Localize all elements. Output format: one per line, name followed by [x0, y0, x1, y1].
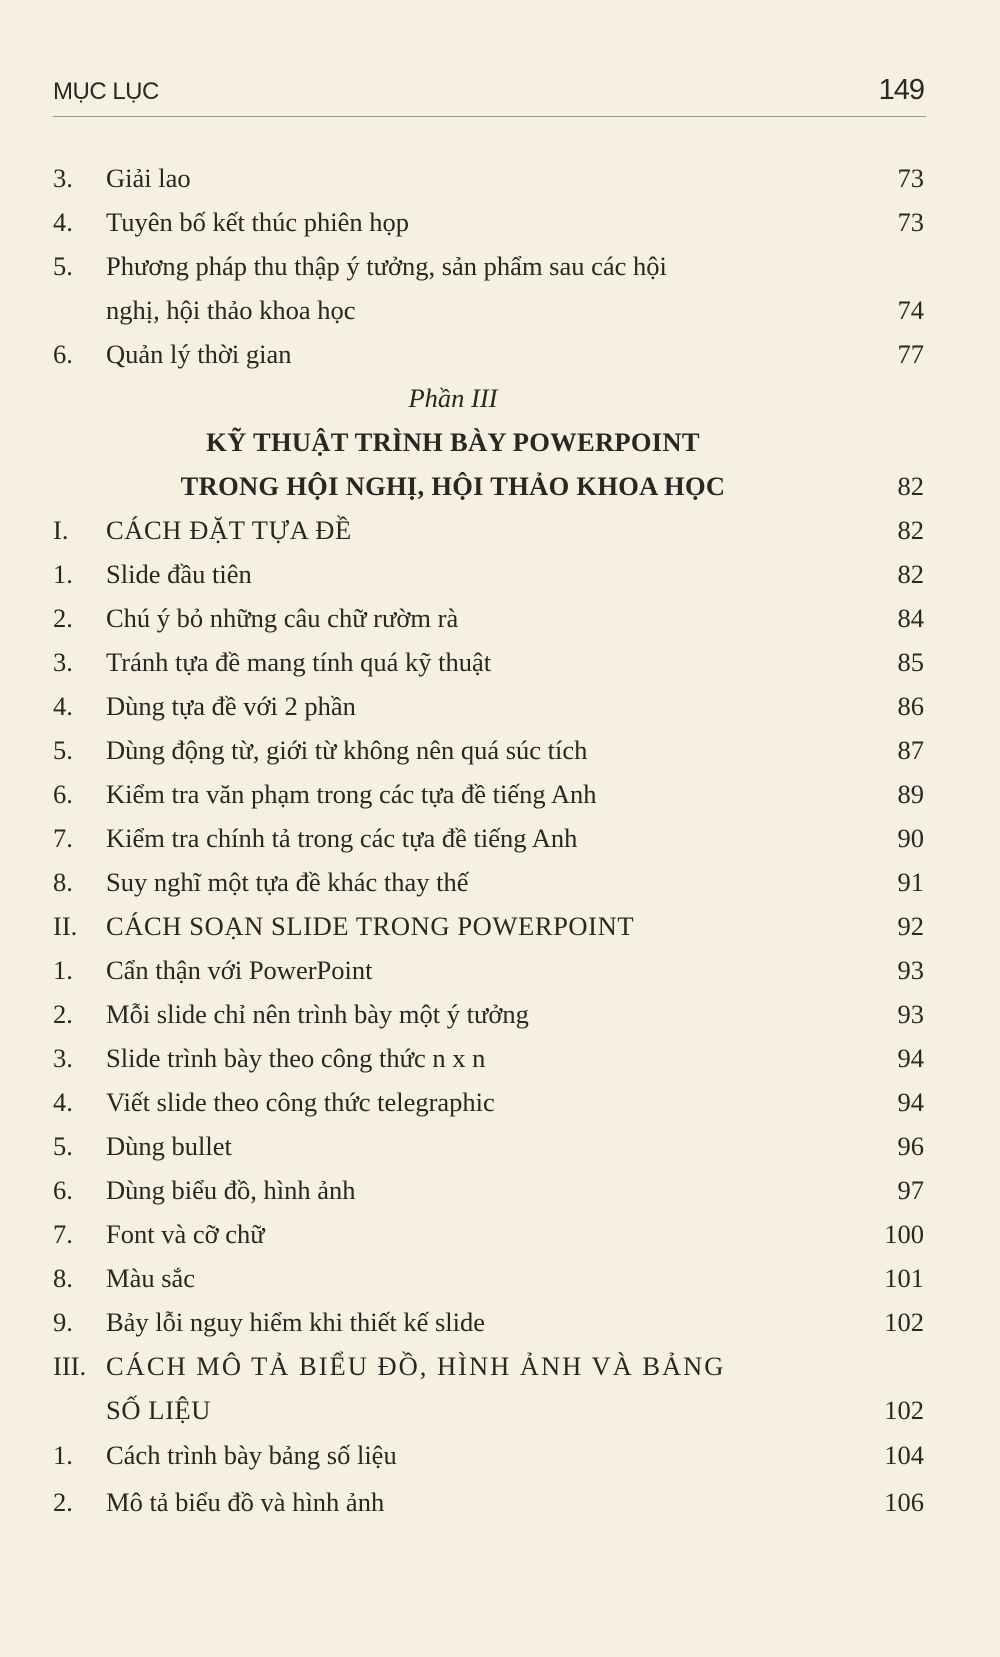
toc-entry	[53, 596, 924, 640]
entry-title: Slide trình bày theo công thức n x n	[106, 1043, 486, 1073]
entry-page: 92	[897, 911, 924, 941]
toc-entry	[53, 1080, 924, 1124]
entry-number: 5.	[53, 735, 73, 765]
toc-entry	[53, 1212, 924, 1256]
entry-number: 6.	[53, 339, 73, 369]
entry-title: Kiểm tra văn phạm trong các tựa đề tiếng Anh	[106, 779, 597, 809]
toc-entry	[53, 992, 924, 1036]
entry-page: 77	[897, 339, 924, 369]
entry-title: Phương pháp thu thập ý tưởng, sản phẩm sau các hội	[106, 251, 667, 281]
entry-number: 4.	[53, 1087, 73, 1117]
entry-page: 101	[884, 1263, 924, 1293]
toc-entry	[53, 1256, 924, 1300]
toc-entry	[53, 376, 924, 420]
entry-page: 86	[897, 691, 924, 721]
entry-page: 97	[897, 1175, 924, 1205]
entry-title: Slide đầu tiên	[106, 559, 252, 589]
header-section-title: MỤC LỤC	[53, 78, 159, 105]
header-page-number: 149	[878, 74, 924, 106]
entry-title: Kiểm tra chính tả trong các tựa đề tiếng Anh	[106, 823, 578, 853]
entry-title: nghị, hội thảo khoa học	[106, 295, 356, 325]
toc-entry	[53, 1300, 924, 1344]
entry-title: Dùng biểu đồ, hình ảnh	[106, 1175, 356, 1205]
entry-title: Bảy lỗi nguy hiểm khi thiết kế slide	[106, 1307, 486, 1337]
entry-number: 1.	[53, 1440, 73, 1470]
entry-page: 73	[897, 163, 924, 193]
toc-entry	[53, 728, 924, 772]
entry-number: 3.	[53, 163, 73, 193]
entry-title: Cách trình bày bảng số liệu	[106, 1440, 397, 1470]
entry-number: I.	[53, 515, 69, 545]
entry-page: 94	[897, 1087, 924, 1117]
entry-title: Dùng tựa đề với 2 phần	[106, 691, 356, 721]
entry-title: Màu sắc	[106, 1263, 196, 1293]
entry-title: Cẩn thận với PowerPoint	[106, 955, 373, 985]
entry-title: Mỗi slide chỉ nên trình bày một ý tưởng	[106, 999, 529, 1029]
entry-number: 6.	[53, 779, 73, 809]
toc-entry	[53, 1168, 924, 1212]
running-header	[53, 74, 924, 114]
entry-page: 73	[897, 207, 924, 237]
entry-number: 1.	[53, 955, 73, 985]
toc-entry	[53, 156, 924, 200]
toc-entry	[53, 508, 924, 552]
toc-entry	[53, 1124, 924, 1168]
toc-entry	[53, 1388, 924, 1432]
entry-page: 82	[897, 471, 924, 501]
toc-entry	[53, 420, 924, 464]
entry-page: 102	[884, 1395, 924, 1425]
toc-entry	[53, 244, 924, 288]
toc-entry	[53, 640, 924, 684]
entry-title: CÁCH MÔ TẢ BIỂU ĐỒ, HÌNH ẢNH VÀ BẢNG	[106, 1351, 726, 1381]
toc-entry	[53, 1344, 924, 1388]
entry-page: 91	[897, 867, 924, 897]
toc-entry	[53, 1432, 924, 1479]
entry-number: 4.	[53, 207, 73, 237]
entry-title: Dùng bullet	[106, 1131, 232, 1161]
table-of-contents	[53, 156, 924, 1526]
entry-title: CÁCH SOẠN SLIDE TRONG POWERPOINT	[106, 911, 635, 941]
header-rule	[53, 116, 926, 117]
entry-number: 6.	[53, 1175, 73, 1205]
entry-title: Tuyên bố kết thúc phiên họp	[106, 207, 410, 237]
entry-page: 87	[897, 735, 924, 765]
entry-title: Quản lý thời gian	[106, 339, 292, 369]
toc-entry	[53, 552, 924, 596]
entry-number: 7.	[53, 1219, 73, 1249]
toc-entry	[53, 332, 924, 376]
entry-number: 2.	[53, 1487, 73, 1517]
toc-entry	[53, 816, 924, 860]
toc-entry	[53, 860, 924, 904]
entry-page: 84	[897, 603, 924, 633]
entry-title: CÁCH ĐẶT TỰA ĐỀ	[106, 515, 352, 545]
entry-title: Phần III	[408, 383, 498, 413]
entry-title: Font và cỡ chữ	[106, 1219, 265, 1249]
toc-entry	[53, 200, 924, 244]
entry-title: Tránh tựa đề mang tính quá kỹ thuật	[106, 647, 492, 677]
entry-title: Dùng động từ, giới từ không nên quá súc tích	[106, 735, 588, 765]
toc-entry	[53, 772, 924, 816]
entry-page: 93	[897, 999, 924, 1029]
entry-page: 106	[884, 1487, 924, 1517]
entry-page: 94	[897, 1043, 924, 1073]
toc-entry	[53, 684, 924, 728]
entry-number: 8.	[53, 867, 73, 897]
entry-page: 89	[897, 779, 924, 809]
entry-number: 4.	[53, 691, 73, 721]
entry-number: 1.	[53, 559, 73, 589]
entry-title: TRONG HỘI NGHỊ, HỘI THẢO KHOA HỌC	[180, 471, 726, 501]
entry-number: 2.	[53, 999, 73, 1029]
entry-title: Chú ý bỏ những câu chữ rườm rà	[106, 603, 459, 633]
entry-title: SỐ LIỆU	[106, 1395, 212, 1425]
entry-page: 96	[897, 1131, 924, 1161]
entry-number: II.	[53, 911, 78, 941]
toc-entry	[53, 904, 924, 948]
entry-page: 82	[897, 515, 924, 545]
entry-page: 90	[897, 823, 924, 853]
entry-page: 93	[897, 955, 924, 985]
entry-page: 102	[884, 1307, 924, 1337]
entry-number: 2.	[53, 603, 73, 633]
entry-number: III.	[53, 1351, 87, 1381]
entry-number: 7.	[53, 823, 73, 853]
toc-entry	[53, 948, 924, 992]
toc-entry	[53, 1036, 924, 1080]
toc-entry	[53, 464, 924, 508]
entry-title: Suy nghĩ một tựa đề khác thay thế	[106, 867, 469, 897]
toc-entry	[53, 1479, 924, 1526]
entry-title: KỸ THUẬT TRÌNH BÀY POWERPOINT	[206, 427, 700, 457]
entry-page: 82	[897, 559, 924, 589]
entry-number: 3.	[53, 1043, 73, 1073]
entry-number: 3.	[53, 647, 73, 677]
entry-page: 104	[884, 1440, 924, 1470]
toc-entry	[53, 288, 924, 332]
entry-title: Giải lao	[106, 163, 191, 193]
entry-page: 100	[884, 1219, 924, 1249]
entry-number: 5.	[53, 251, 73, 281]
entry-title: Mô tả biểu đồ và hình ảnh	[106, 1487, 385, 1517]
entry-page: 85	[897, 647, 924, 677]
entry-number: 9.	[53, 1307, 73, 1337]
entry-number: 8.	[53, 1263, 73, 1293]
entry-title: Viết slide theo công thức telegraphic	[106, 1087, 495, 1117]
entry-number: 5.	[53, 1131, 73, 1161]
entry-page: 74	[897, 295, 924, 325]
